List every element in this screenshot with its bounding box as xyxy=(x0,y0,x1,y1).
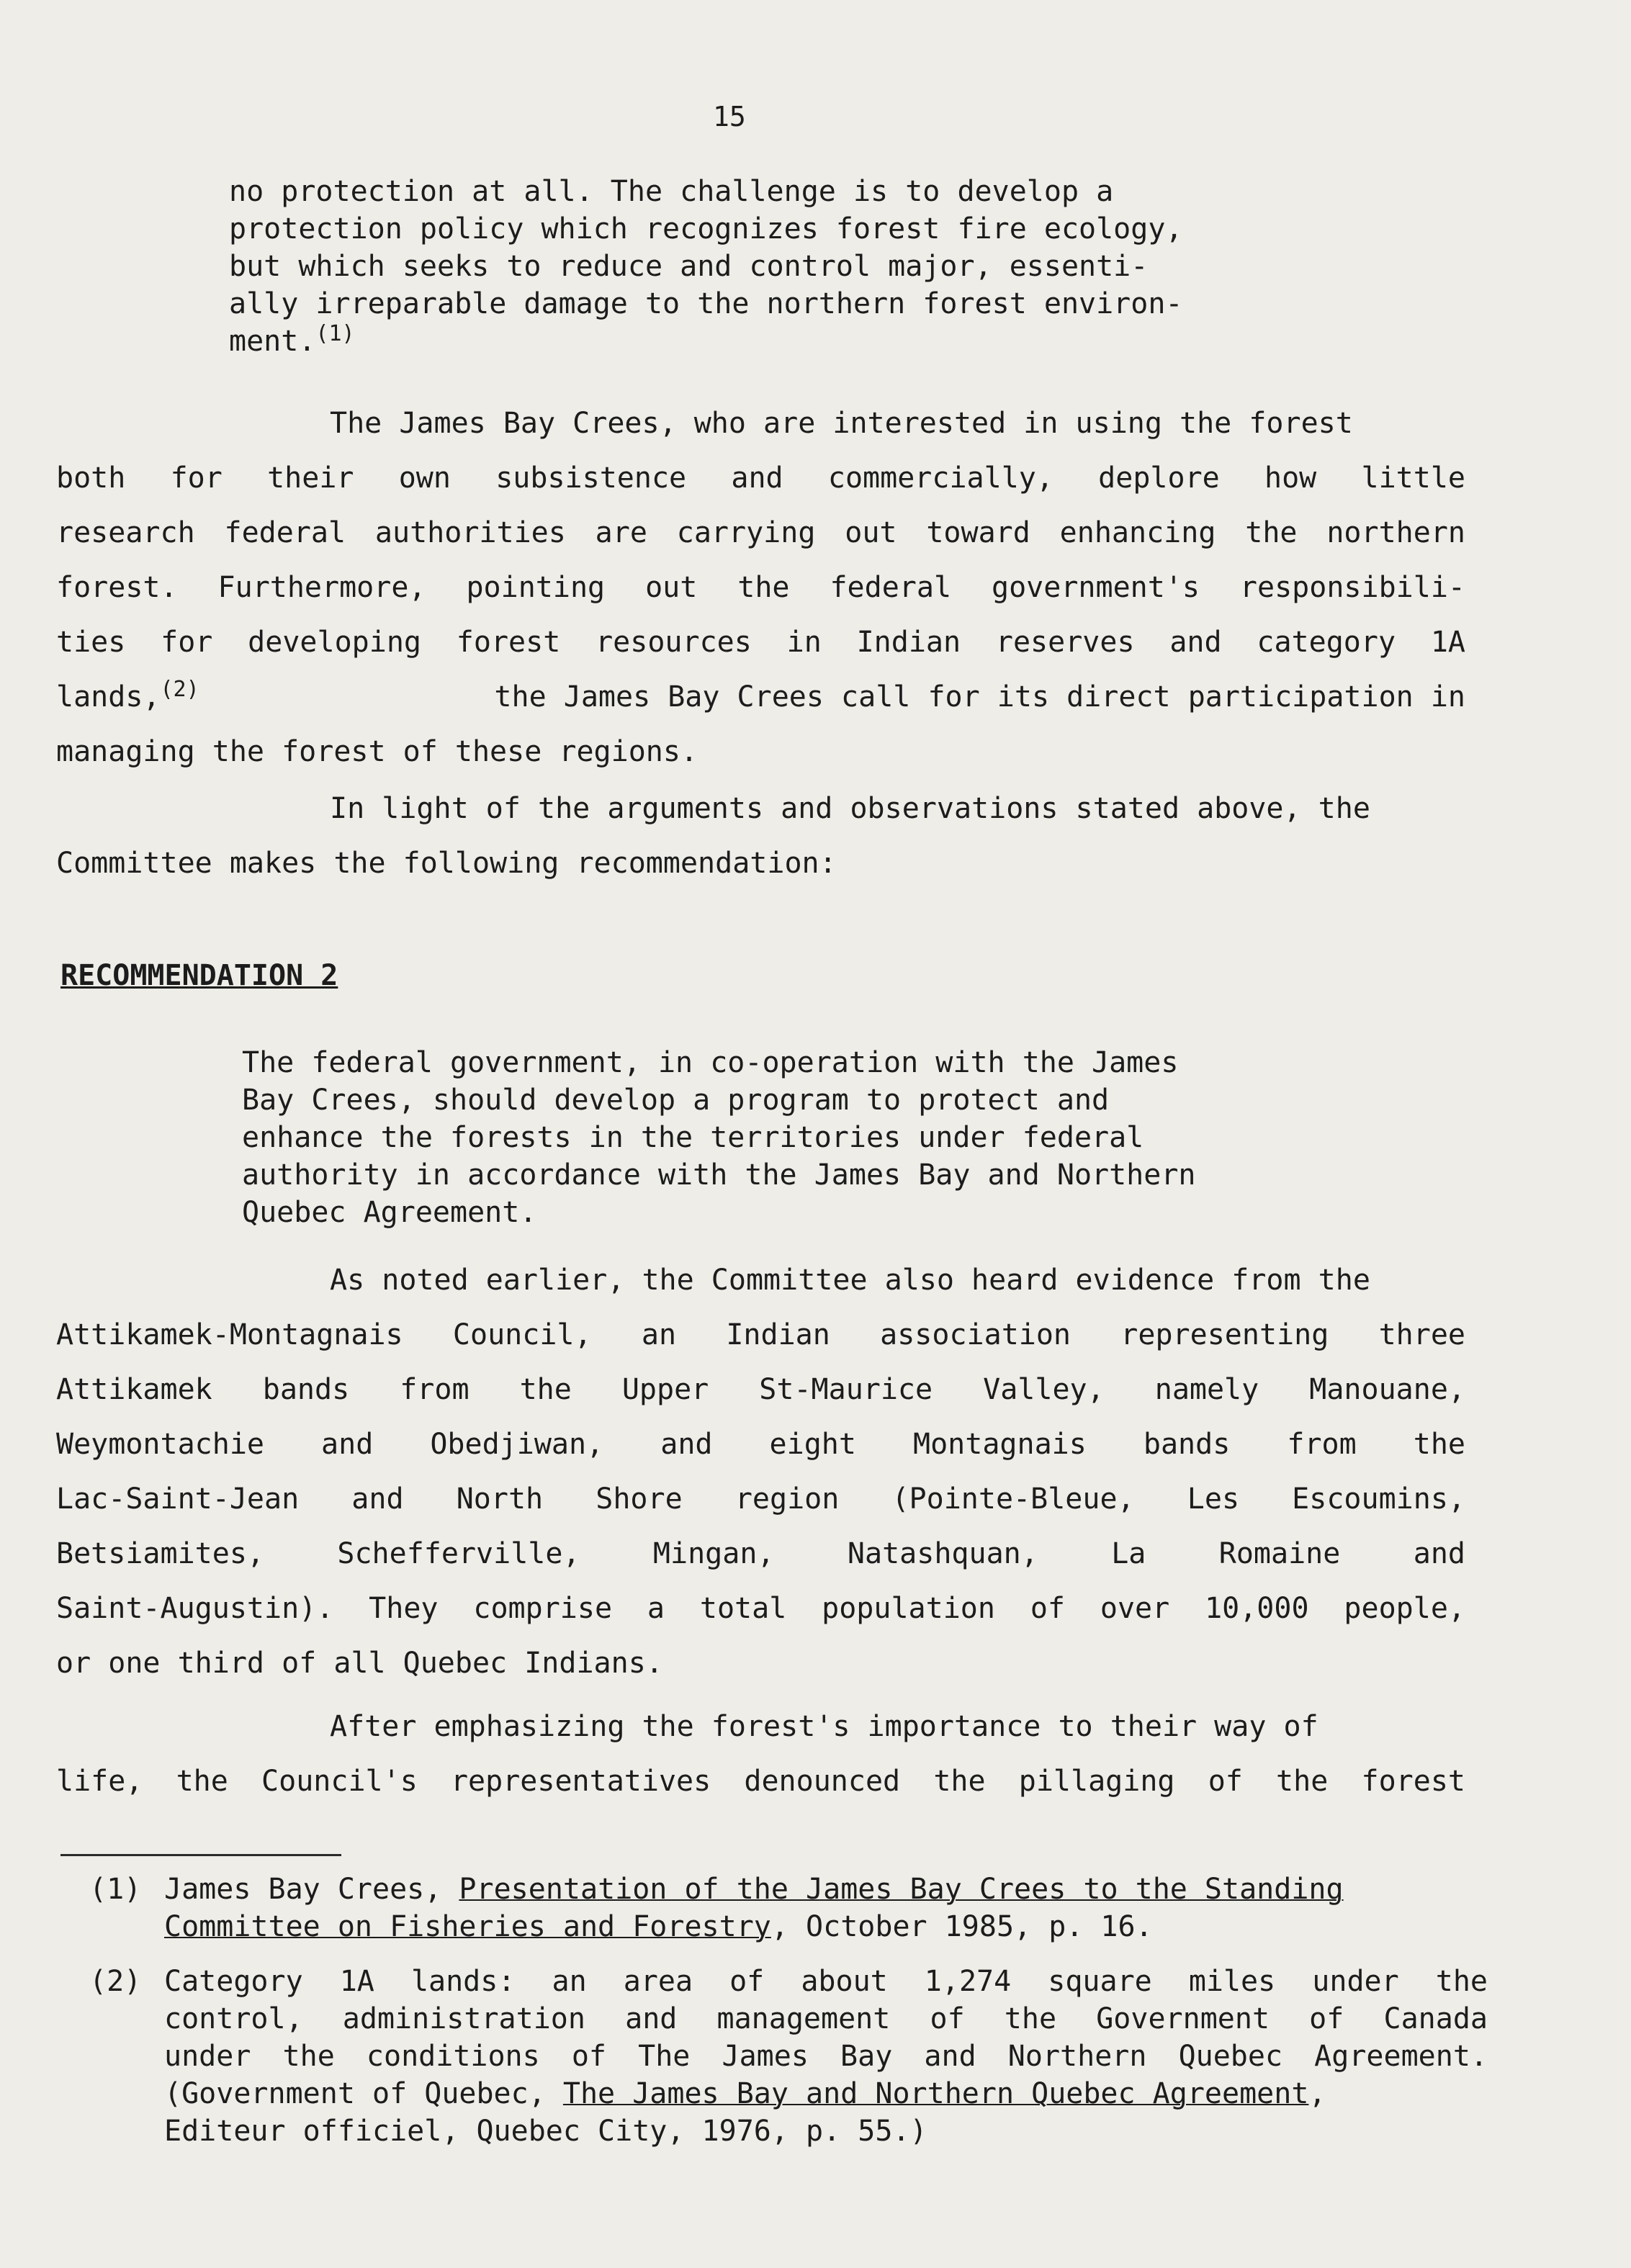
text-line: ties for developing forest resources in Indian reserves and category 1A xyxy=(56,626,1465,659)
footnote-text: Category 1A lands: an area of about 1,274 square miles under the xyxy=(164,1965,1488,1998)
footnote-text: , xyxy=(1308,2077,1326,2110)
paragraph xyxy=(56,781,1465,891)
page-number: 15 xyxy=(713,101,746,132)
text-line: As noted earlier, the Committee also heard evidence from the xyxy=(330,1264,1370,1297)
paragraph xyxy=(56,1253,1465,1691)
text-line: research federal authorities are carrying out toward enhancing the northern xyxy=(56,516,1465,549)
recommendation-heading: RECOMMENDATION 2 xyxy=(60,959,338,992)
text-line: life, the Council's representatives denounced the pillaging of the forest xyxy=(56,1765,1465,1798)
text-line: Lac-Saint-Jean and North Shore region (Pointe-Bleue, Les Escoumins, xyxy=(56,1482,1465,1516)
text-line: Saint-Augustin). They comprise a total population of over 10,000 people, xyxy=(56,1592,1465,1625)
footnote-ref: (1) xyxy=(315,321,355,346)
text-line: The federal government, in co-operation with the James xyxy=(242,1046,1179,1079)
footnote-number: (2) xyxy=(89,1965,142,1998)
footnote-ref: (2) xyxy=(160,677,199,702)
quote-line: ment. xyxy=(229,325,316,358)
footnote-text: (Government of Quebec, xyxy=(164,2077,563,2110)
text-line: After emphasizing the forest's importance to their way of xyxy=(330,1710,1318,1743)
text-line: lands, xyxy=(56,680,161,714)
text-line: Betsiamites, Schefferville, Mingan, Natashquan, La Romaine and xyxy=(56,1537,1465,1570)
footnote-number: (1) xyxy=(89,1873,142,1906)
footnote-text: control, administration and management of the Government of Canada xyxy=(164,2002,1488,2035)
block-quote xyxy=(229,173,1183,360)
text-line: or one third of all Quebec Indians. xyxy=(56,1647,663,1680)
quote-line: no protection at all. The challenge is to develop a xyxy=(229,175,1114,208)
text-line: Attikamek-Montagnais Council, an Indian association representing three xyxy=(56,1318,1465,1351)
text-line: forest. Furthermore, pointing out the federal government's responsibili- xyxy=(56,571,1465,604)
recommendation-text xyxy=(242,1044,1196,1231)
text-line: authority in accordance with the James Bay and Northern xyxy=(242,1158,1196,1192)
text-line: Committee makes the following recommendation: xyxy=(56,847,837,880)
footnote-text: , October 1985, p. 16. xyxy=(770,1910,1153,1943)
footnote-text: Editeur officiel, Quebec City, 1976, p. 55.) xyxy=(164,2115,927,2148)
footnote-text: under the conditions of The James Bay and Northern Quebec Agreement. xyxy=(164,2040,1488,2073)
text-line: Attikamek bands from the Upper St-Maurice Valley, namely Manouane, xyxy=(56,1373,1465,1406)
footnote-title: Presentation of the James Bay Crees to the Standing xyxy=(459,1873,1344,1906)
footnote-text: James Bay Crees, xyxy=(164,1873,459,1906)
text-line: The James Bay Crees, who are interested in using the forest xyxy=(330,407,1353,440)
text-line: managing the forest of these regions. xyxy=(56,735,698,768)
text-line: Weymontachie and Obedjiwan, and eight Montagnais bands from the xyxy=(56,1428,1465,1461)
text-line: Bay Crees, should develop a program to protect and xyxy=(242,1084,1110,1117)
footnote-separator xyxy=(60,1854,341,1856)
text-line: In light of the arguments and observations stated above, the xyxy=(330,792,1370,825)
footnote-title: Committee on Fisheries and Forestry xyxy=(164,1910,771,1943)
text-line: both for their own subsistence and commercially, deplore how little xyxy=(56,462,1465,495)
paragraph xyxy=(56,396,1465,779)
quote-line: protection policy which recognizes forest fire ecology, xyxy=(229,212,1183,246)
footnote-title: The James Bay and Northern Quebec Agreement xyxy=(562,2077,1309,2110)
quote-line: ally irreparable damage to the northern forest environ- xyxy=(229,287,1183,320)
paragraph xyxy=(56,1699,1465,1809)
text-line: the James Bay Crees call for its direct participation in xyxy=(494,680,1465,714)
text-line: enhance the forests in the territories under federal xyxy=(242,1121,1144,1154)
quote-line: but which seeks to reduce and control major, essenti- xyxy=(229,250,1149,283)
text-line: Quebec Agreement. xyxy=(242,1196,537,1229)
